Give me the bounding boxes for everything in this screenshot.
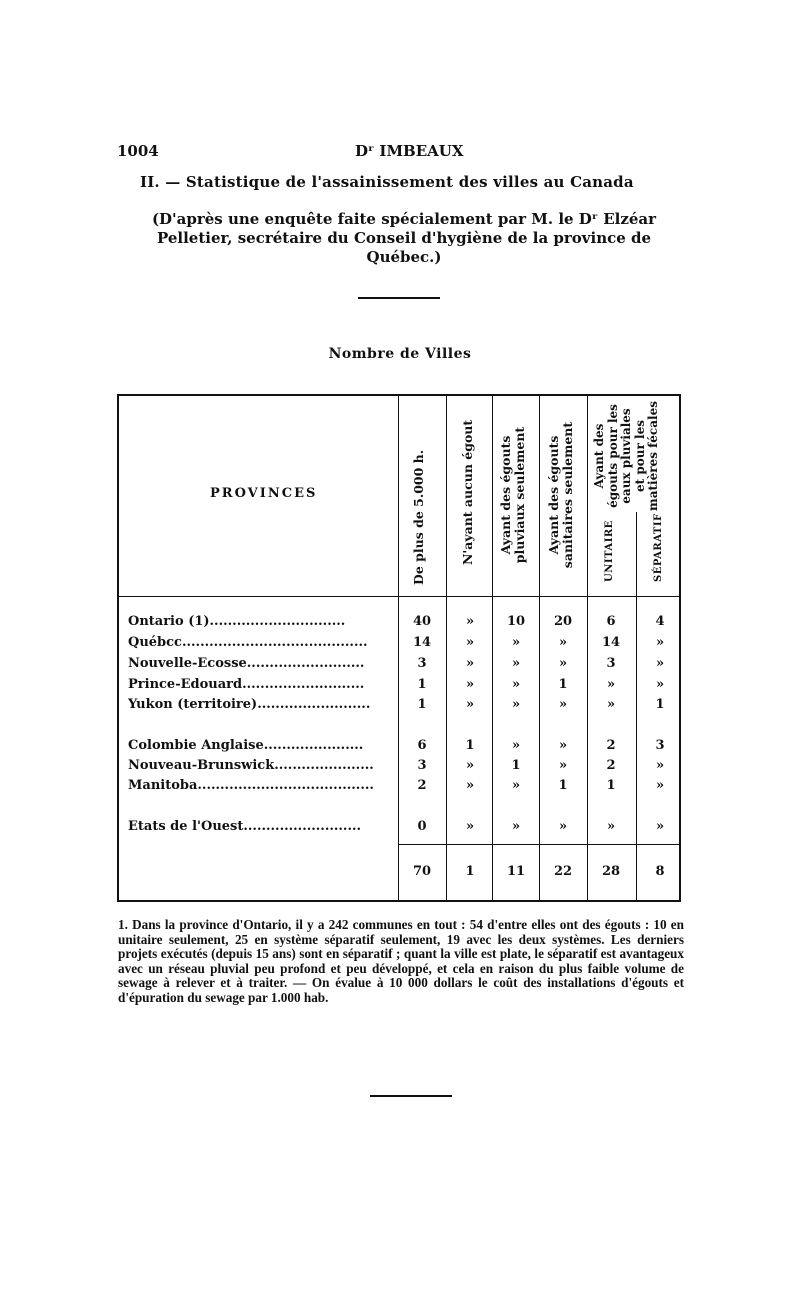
table-cell: »	[511, 677, 521, 692]
table-cell: »	[511, 738, 521, 753]
table-cell: »	[511, 656, 521, 671]
table-cell: »	[465, 758, 475, 773]
table-cell: 1	[417, 677, 427, 692]
row-label: Colombie Anglaise......................	[128, 738, 364, 753]
column-header-plus-5000: De plus de 5.000 h.	[411, 449, 426, 585]
column-header-provinces: PROVINCES	[210, 486, 318, 501]
column-divider	[539, 396, 540, 900]
table-cell: 1	[606, 778, 616, 793]
table-cell: 0	[417, 819, 427, 834]
table-cell: 2	[606, 738, 616, 753]
table-cell: »	[465, 697, 475, 712]
table-cell: »	[558, 697, 568, 712]
table-cell: »	[511, 778, 521, 793]
row-label: Yukon (territoire).........................	[128, 697, 371, 712]
table-cell: 4	[655, 614, 665, 629]
table-cell: »	[465, 656, 475, 671]
table-cell: »	[606, 819, 616, 834]
table-cell: »	[655, 677, 665, 692]
table-cell: »	[558, 819, 568, 834]
subtitle: (D'après une enquête faite spécialement par M. le Dʳ Elzéar Pelletier, secrétaire du Conseil d'hygiène de la province de Québec.)	[151, 210, 657, 266]
column-header-both-systems: Ayant des égouts pour les eaux pluviales et pour les matières fécales	[592, 401, 660, 511]
table-cell: »	[511, 697, 521, 712]
table-cell: »	[606, 677, 616, 692]
table-cell: »	[465, 635, 475, 650]
total-cell: 28	[601, 864, 621, 879]
table-cell: 6	[606, 614, 616, 629]
table-cell: 10	[506, 614, 526, 629]
page-number: 1004	[117, 142, 159, 160]
column-header-separatif: SÉPARATIF	[653, 513, 664, 582]
totals-rule	[398, 844, 679, 845]
table-cell: 1	[558, 677, 568, 692]
total-cell: 22	[553, 864, 573, 879]
table-cell: 6	[417, 738, 427, 753]
row-label: Nouveau-Brunswick......................	[128, 758, 374, 773]
footnote: 1. Dans la province d'Ontario, il y a 242 communes en tout : 54 d'entre elles ont des égouts : 10 en unitaire seulement, 25 en système séparatif seulement, 19 avec les deux systèmes. Les derniers projets exécutés (depuis 15 ans) sont en séparatif ; quant la ville est plate, le séparatif est avantageux avec un réseau pluvial peu profond et peu développé, et cela en raison du plus faible volume de sewage à relever et à traiter. — On évalue à 10 000 dollars le coût des installations d'égouts et d'épuration du sewage par 1.000 hab.	[118, 917, 684, 1005]
table-cell: 14	[412, 635, 432, 650]
table-cell: »	[465, 677, 475, 692]
column-divider	[587, 396, 588, 900]
table-heading: Nombre de Villes	[328, 346, 472, 362]
table-cell: »	[465, 778, 475, 793]
table-cell: 1	[465, 738, 475, 753]
table-cell: 14	[601, 635, 621, 650]
section-title: II. — Statistique de l'assainissement des villes au Canada	[140, 173, 634, 191]
row-label: Nouvelle-Ecosse..........................	[128, 656, 365, 671]
table-cell: 2	[417, 778, 427, 793]
column-header-sanitaires: Ayant des égouts sanitaires seulement	[546, 421, 575, 569]
table-cell: 20	[553, 614, 573, 629]
column-divider	[636, 512, 637, 900]
table-cell: »	[655, 635, 665, 650]
table-cell: »	[655, 656, 665, 671]
column-header-unitaire: UNITAIRE	[604, 520, 615, 582]
row-label: Etats de l'Ouest..........................	[128, 819, 362, 834]
table-cell: »	[558, 738, 568, 753]
table-cell: 2	[606, 758, 616, 773]
row-label: Prince-Edouard...........................	[128, 677, 365, 692]
table-cell: »	[465, 819, 475, 834]
table-cell: 3	[417, 758, 427, 773]
column-divider	[446, 396, 447, 900]
table-cell: »	[558, 635, 568, 650]
running-head-author: Dʳ IMBEAUX	[355, 142, 464, 160]
separator-rule	[370, 1095, 452, 1097]
table-cell: 1	[417, 697, 427, 712]
table-cell: »	[558, 758, 568, 773]
table-cell: »	[558, 656, 568, 671]
table-cell: 1	[558, 778, 568, 793]
table-cell: »	[511, 635, 521, 650]
table-cell: 40	[412, 614, 432, 629]
column-header-pluviaux: Ayant des égouts pluviaux seulement	[498, 426, 527, 564]
total-cell: 11	[506, 864, 526, 879]
total-cell: 8	[655, 864, 665, 879]
table-cell: 1	[511, 758, 521, 773]
column-header-aucun-egout: N'ayant aucun égout	[460, 419, 475, 565]
table-cell: »	[511, 819, 521, 834]
header-rule	[119, 596, 679, 597]
table-cell: »	[465, 614, 475, 629]
table-cell: 3	[655, 738, 665, 753]
table-cell: »	[606, 697, 616, 712]
row-label: Manitoba.......................................	[128, 778, 374, 793]
table-cell: »	[655, 778, 665, 793]
total-cell: 70	[412, 864, 432, 879]
column-divider	[492, 396, 493, 900]
table-cell: 1	[655, 697, 665, 712]
table-cell: »	[655, 819, 665, 834]
row-label: Québcc.........................................	[128, 635, 368, 650]
total-cell: 1	[465, 864, 475, 879]
table-cell: 3	[417, 656, 427, 671]
separator-rule	[358, 297, 440, 299]
table-cell: »	[655, 758, 665, 773]
row-label: Ontario (1)..............................	[128, 614, 346, 629]
table-cell: 3	[606, 656, 616, 671]
column-divider	[398, 396, 399, 900]
